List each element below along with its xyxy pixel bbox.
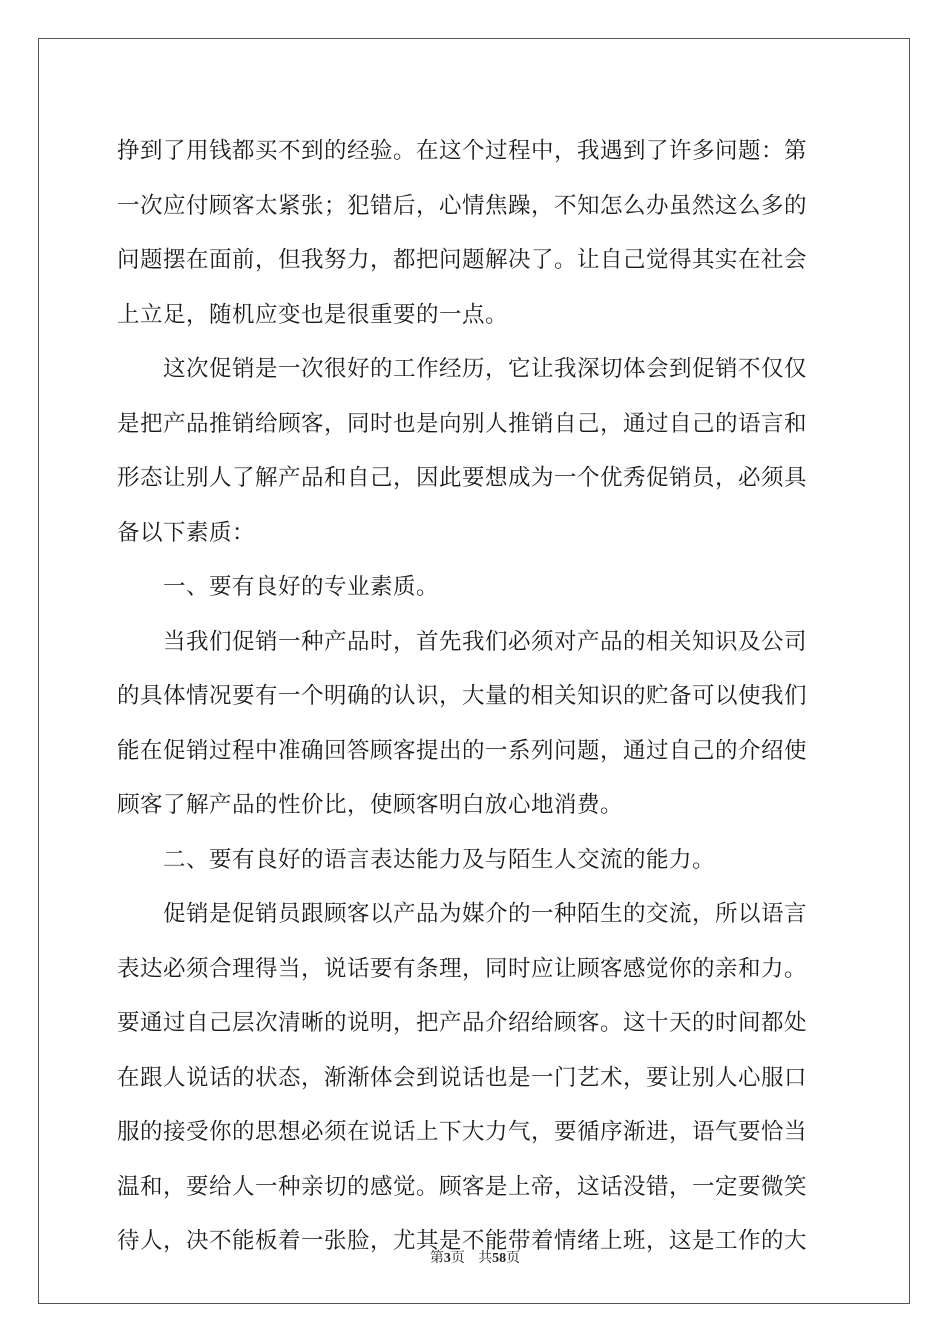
text-line: 一次应付顾客太紧张；犯错后，心情焦躁，不知怎么办虽然这么多的: [117, 192, 808, 219]
text-line: 一、要有良好的专业素质。: [163, 574, 440, 600]
text-line: 的具体情况要有一个明确的认识，大量的相关知识的贮备可以使我们: [117, 683, 808, 709]
text-line: 挣到了用钱都买不到的经验。在这个过程中，我遇到了许多问题：第: [117, 138, 808, 164]
text-line: 顾客了解产品的性价比，使顾客明白放心地消费。: [117, 792, 624, 818]
page-footer: [0, 1247, 950, 1267]
text-line: 服的接受你的思想必须在说话上下大力气，要循序渐进，语气要恰当: [117, 1119, 808, 1145]
text-line: 促销是促销员跟顾客以产品为媒介的一种陌生的交流，所以语言: [163, 901, 808, 927]
text-line: 形态让别人了解产品和自己，因此要想成为一个优秀促销员，必须具: [117, 465, 808, 491]
text-line: 要通过自己层次清晰的说明，把产品介绍给顾客。这十天的时间都处: [117, 1010, 808, 1036]
text-line: 温和，要给人一种亲切的感觉。顾客是上帝，这话没错，一定要微笑: [117, 1173, 808, 1200]
text-line: 上立足，随机应变也是很重要的一点。: [117, 301, 509, 328]
text-line: 当我们促销一种产品时，首先我们必须对产品的相关知识及公司: [163, 628, 808, 655]
text-line: 这次促销是一次很好的工作经历，它让我深切体会到促销不仅仅: [163, 356, 808, 382]
text-line: 是把产品推销给顾客，同时也是向别人推销自己，通过自己的语言和: [117, 410, 808, 437]
text-line: 能在促销过程中准确回答顾客提出的一系列问题，通过自己的介绍使: [117, 737, 808, 764]
text-line: 表达必须合理得当，说话要有条理，同时应让顾客感觉你的亲和力。: [117, 955, 808, 982]
current-page-number: 3: [443, 1251, 451, 1266]
footer-page-word: 页: [450, 1250, 465, 1266]
text-line: 二、要有良好的语言表达能力及与陌生人交流的能力。: [163, 846, 716, 873]
text-line: 问题摆在面前，但我努力，都把问题解决了。让自己觉得其实在社会: [117, 247, 808, 273]
footer-total-prefix: 共: [478, 1250, 493, 1266]
footer-prefix: 第: [429, 1250, 444, 1266]
document-body: [117, 124, 833, 1269]
text-line: 在跟人说话的状态，渐渐体会到说话也是一门艺术，要让别人心服口: [117, 1064, 808, 1091]
text-line: 待人，决不能板着一张脸，尤其是不能带着情绪上班，这是工作的大: [117, 1228, 808, 1254]
footer-total-suffix: 页: [506, 1250, 521, 1266]
total-pages-number: 58: [492, 1251, 507, 1266]
text-line: 备以下素质：: [117, 519, 256, 546]
